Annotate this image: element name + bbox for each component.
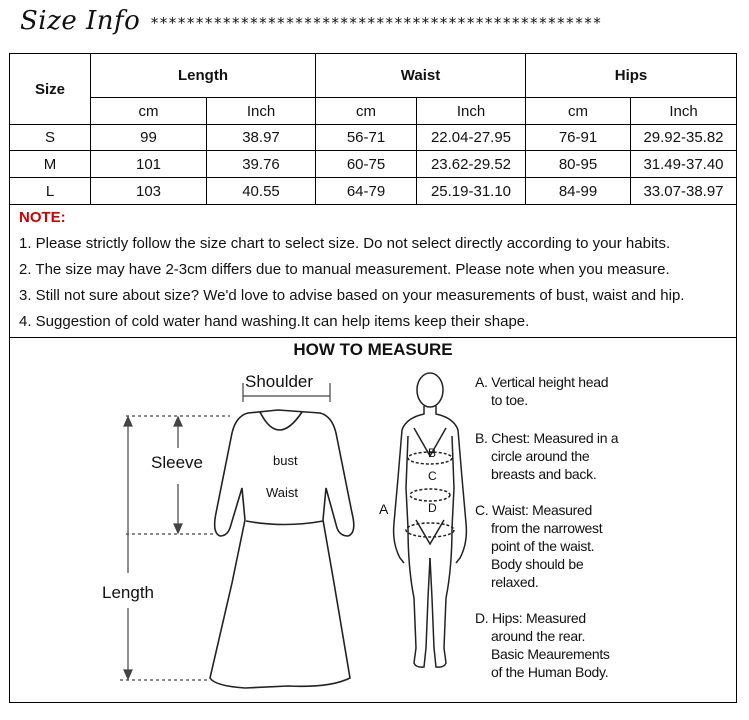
size-table xyxy=(9,53,737,205)
length-label: Length xyxy=(102,583,154,602)
size-header: Size xyxy=(10,54,91,125)
letter-a: A xyxy=(379,501,389,517)
waist-label: Waist xyxy=(266,485,299,500)
table-cell: 31.49-37.40 xyxy=(631,151,737,178)
unit-cell: Inch xyxy=(417,98,526,125)
table-row xyxy=(10,151,737,178)
body-figure xyxy=(370,358,480,698)
description-d: D. Hips: Measured around the rear. Basic Meaurements of the Human Body. xyxy=(475,610,610,680)
table-cell: 23.62-29.52 xyxy=(417,151,526,178)
table-cell: 101 xyxy=(91,151,207,178)
letter-d: D xyxy=(428,501,437,515)
table-cell: 25.19-31.10 xyxy=(417,178,526,205)
table-row xyxy=(10,125,737,151)
letter-b: B xyxy=(428,446,437,460)
table-cell: 84-99 xyxy=(526,178,631,205)
note-item: 2. The size may have 2-3cm differs due to manual measurement. Please note when you measure. xyxy=(19,261,670,278)
hips-header: Hips xyxy=(526,54,737,98)
unit-cell: Inch xyxy=(207,98,316,125)
shoulder-label: Shoulder xyxy=(245,372,314,391)
length-header: Length xyxy=(91,54,316,98)
table-cell: 76-91 xyxy=(526,125,631,151)
table-cell: 39.76 xyxy=(207,151,316,178)
note-item: 3. Still not sure about size? We'd love to advise based on your measurements of bust, waist and hip. xyxy=(19,287,685,304)
bust-label: bust xyxy=(273,453,298,468)
note-item: 1. Please strictly follow the size chart to select size. Do not select directly according to your habits. xyxy=(19,235,671,252)
size-cell: L xyxy=(10,178,91,205)
table-cell: 40.55 xyxy=(207,178,316,205)
table-cell: 56-71 xyxy=(316,125,417,151)
measure-title: HOW TO MEASURE xyxy=(293,340,453,359)
description-a: A. Vertical height head to toe. xyxy=(475,374,609,408)
size-cell: S xyxy=(10,125,91,151)
notes-title: NOTE: xyxy=(19,209,66,226)
table-cell: 103 xyxy=(91,178,207,205)
table-cell: 64-79 xyxy=(316,178,417,205)
table-cell: 33.07-38.97 xyxy=(631,178,737,205)
unit-cell: Inch xyxy=(631,98,737,125)
unit-cell: cm xyxy=(316,98,417,125)
decorative-stars: ************************************************** xyxy=(150,14,602,32)
description-b: B. Chest: Measured in a circle around the breasts and back. xyxy=(475,430,619,482)
table-row xyxy=(10,178,737,205)
sleeve-label: Sleeve xyxy=(151,453,203,472)
how-to-measure-section xyxy=(9,338,737,703)
table-cell: 22.04-27.95 xyxy=(417,125,526,151)
letter-c: C xyxy=(428,469,437,483)
table-cell: 99 xyxy=(91,125,207,151)
size-cell: M xyxy=(10,151,91,178)
unit-cell: cm xyxy=(91,98,207,125)
note-item: 4. Suggestion of cold water hand washing.It can help items keep their shape. xyxy=(19,313,530,330)
table-cell: 29.92-35.82 xyxy=(631,125,737,151)
notes-section xyxy=(9,205,737,338)
table-cell: 38.97 xyxy=(207,125,316,151)
header xyxy=(20,6,740,44)
description-c: C. Waist: Measured from the narrowest point of the waist. Body should be relaxed. xyxy=(475,502,603,590)
table-cell: 80-95 xyxy=(526,151,631,178)
table-cell: 60-75 xyxy=(316,151,417,178)
dress-diagram xyxy=(10,338,380,703)
page-title: Size Info xyxy=(20,6,141,36)
unit-cell: cm xyxy=(526,98,631,125)
waist-header: Waist xyxy=(316,54,526,98)
